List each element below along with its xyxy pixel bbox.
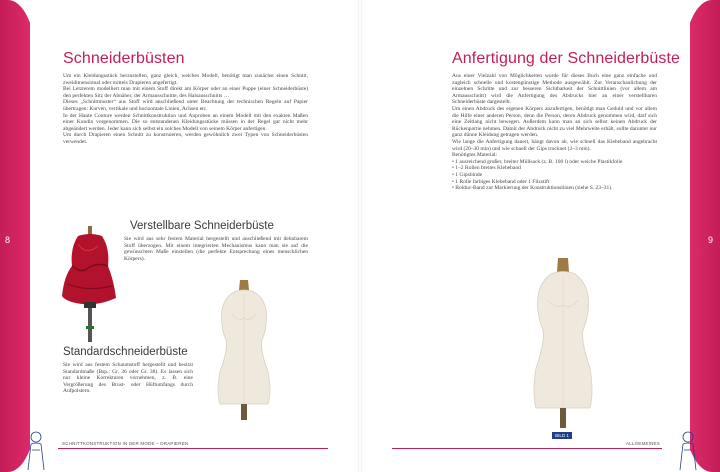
intro-paragraph: Bei Letzterem modelliert man mit einem Stoff direkt am Körper oder an einer Puppe (einer Schneiderbüste) den perfekten Sitz der Abnäher, der Armausschnitte, des Halsausschnitts … — [63, 86, 308, 99]
material-list-item: • 1–2 Rollen breites Klebeband — [452, 165, 521, 172]
right-page — [360, 0, 690, 472]
intro-paragraph: Um durch Drapieren einen Schnitt zu konstruieren, werden gewöhnlich zwei Typen von Schneiderbüsten verwendet. — [63, 132, 308, 145]
sketch-figure-icon — [22, 430, 52, 472]
left-page-title: Schneiderbüsten — [63, 50, 185, 67]
body-paragraph: Wie lange die Anfertigung dauert, hängt davon ab, wie schnell das Klebeband angebracht wird (20–30 min) und wie schnell der Gips trocknet (2–3 min). — [452, 138, 657, 152]
right-running-footer: ALLGEMEINES — [626, 441, 660, 446]
intro-paragraph: Dieses „Schnittmuster“ aus Stoff wird anschließend unter Beachtung der technischen Regeln auf Papier übertragen: Kurven, vertikale und horizontale Linien, Achsen etc. — [63, 99, 308, 112]
body-paragraph: Benötigtes Material: — [452, 152, 498, 159]
book-spine — [358, 0, 362, 472]
standard-form-text: Sie wird aus festem Schaumstoff hergestellt und besitzt Standardmaße (Bsp.: Gr. 36 oder Gr. 38). Es lassen sich nur kleine Korrekturen vornehmen, z. B. eine Vergrößerung des Brust- oder Hüftumfangs durch Aufpolstern. — [63, 362, 193, 395]
adjustable-dress-form-photo — [58, 226, 122, 346]
sketch-figure-icon — [672, 430, 702, 472]
figure-caption-badge: BILD 1 — [552, 432, 572, 439]
left-running-footer: SCHNITTKONSTRUKTION IN DER MODE – DRAPIEREN — [62, 441, 189, 446]
standard-dress-form-photo — [212, 280, 276, 420]
left-intro-text — [63, 73, 308, 146]
right-footer-line — [392, 448, 662, 449]
adjustable-form-text: Sie wird aus sehr festem Material hergestellt und anschließend mit dehnbarem Stoff überzogen. Mit einem integrierten Mechanismus kann man sie auf die gewünschten Maße einstellen (die perfekte Entsprechung eines menschlichen Körpers). — [124, 236, 308, 262]
material-list-item: • 1 Gipsbinde — [452, 171, 483, 178]
body-paragraph: Um einen Abdruck des eigenen Körpers anzufertigen, benötigt man Geduld und vor allem die Hilfe einer anderen Person, denn die Person, deren Abdruck genommen wird, darf sich eine Zeitlang nicht bewegen. Außerdem kann man an sich selbst keinen Abdruck der Rückenpartie nehmen. Damit der Abdruck nicht zu viel Mehrweite erhält, sollte darunter nur ganz dünne Kleidung getragen werden. — [452, 105, 657, 139]
material-list-item: • 1 ausreichend großer, breiter Müllsack (z. B. 100 l) oder weiche Plastikfolie — [452, 158, 623, 165]
material-list-item: • 1 Rolle farbiges Klebeband oder 1 Filzstift — [452, 178, 550, 185]
dress-form-photo-bild-1 — [528, 258, 598, 428]
intro-paragraph: In der Haute Couture werden Schnittkonstruktion und Anproben an einem Modell mit den exakten Maßen einer Kundin vorgenommen. Die so entstandenen Kleidungsstücke müssen in der Regel gar nicht mehr abgeändert werden. Jeder kann sich selbst ein solches Modell von seinem Körper anfertigen. — [63, 112, 308, 132]
right-page-number: 9 — [708, 235, 714, 245]
left-footer-line — [58, 448, 328, 449]
intro-paragraph: Um ein Kleidungsstück herzustellen, ganz gleich, welches Modell, benötigt man zunächst einen Schnitt, zweidimensional oder mittels Drapieren angefertigt. — [63, 73, 308, 86]
standard-form-heading: Standardschneiderbüste — [63, 346, 188, 358]
left-page-number: 8 — [5, 235, 11, 245]
right-body-text — [452, 73, 657, 192]
adjustable-form-heading: Verstellbare Schneiderbüste — [130, 220, 274, 232]
right-page-title: Anfertigung der Schneiderbüste — [452, 50, 681, 67]
body-paragraph: Aus einer Vielzahl von Möglichkeiten wurde für dieses Buch eine ganz einfache und zugleich schnelle und kostengünstige Methode ausgewählt. Zur Veranschaulichung der einzelnen Schritte und zur besseren Sichtbarkeit der Schnittlinien (vor allem am Armausschnitt) wird die Anfertigung des Abdrucks hier an einer verstellbaren Schneiderbüste dargestellt. — [452, 73, 657, 106]
material-list-item: • Bolduc-Band zur Markierung der Konstruktionslinien (siehe S. 23–31). — [452, 185, 613, 192]
